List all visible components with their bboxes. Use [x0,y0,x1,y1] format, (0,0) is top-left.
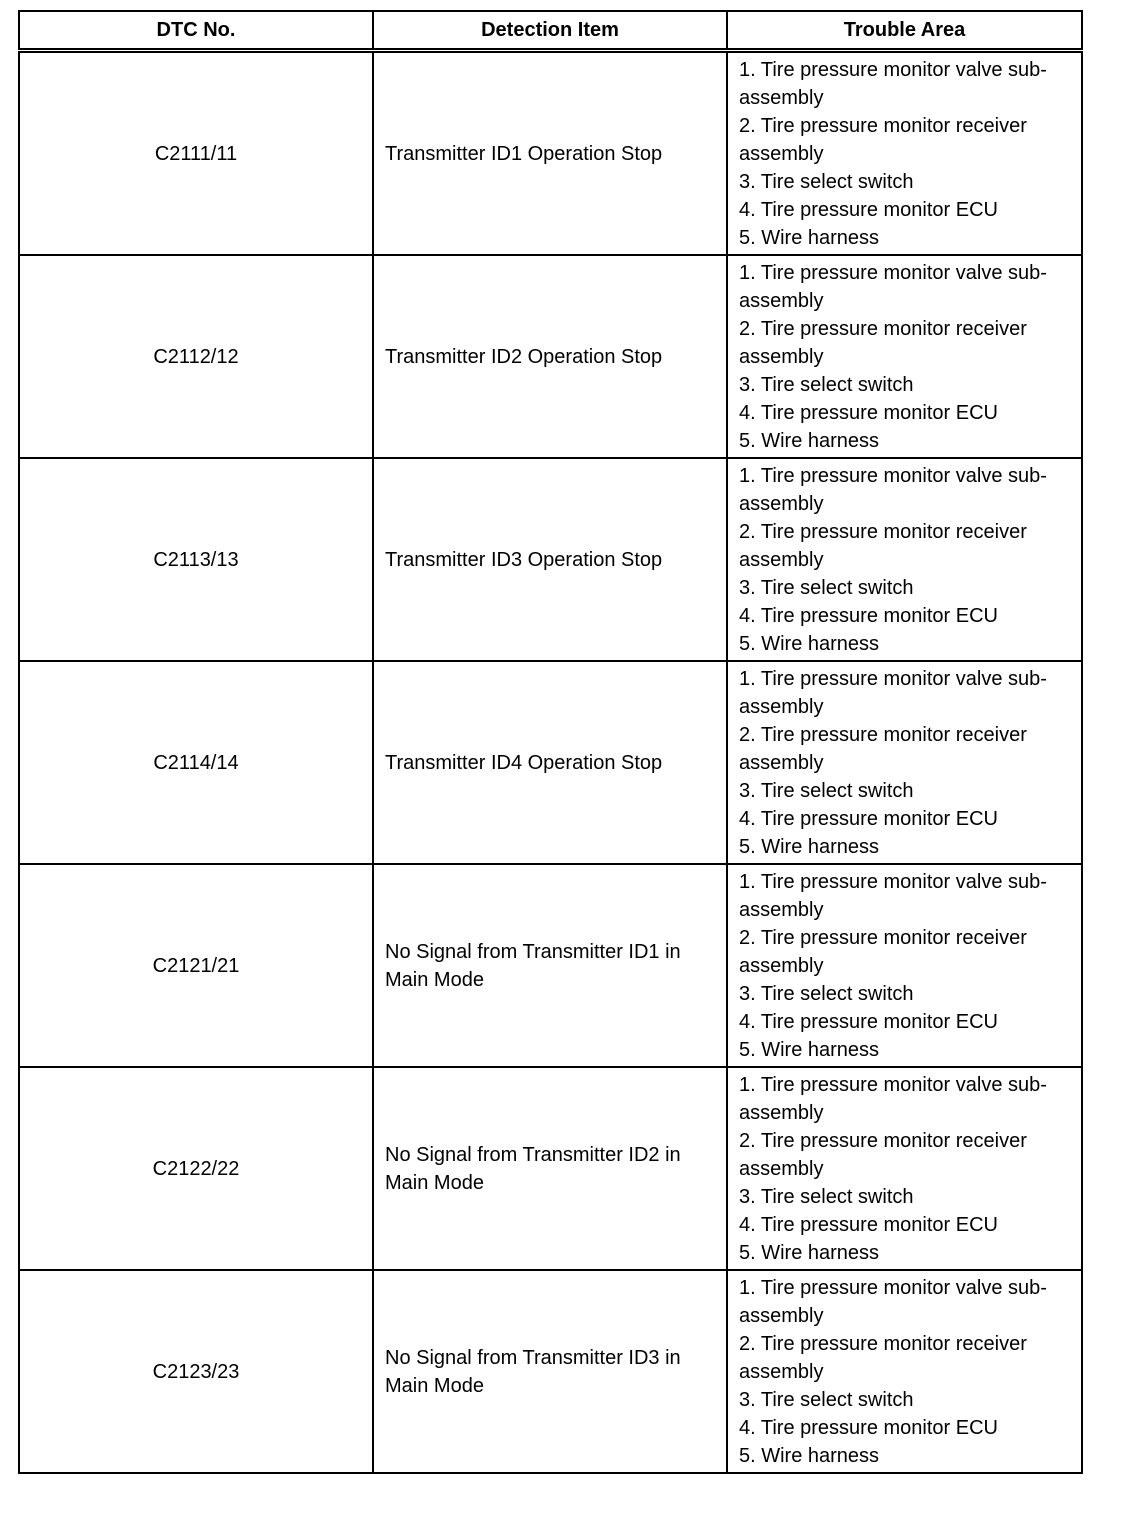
trouble-area-cell [727,458,1082,661]
trouble-area-item: 4. Tire pressure monitor ECU [739,1213,998,1236]
trouble-area-list [739,56,1075,252]
trouble-area-list [739,665,1075,861]
trouble-area-cell [727,51,1082,256]
detection-item-cell: Transmitter ID2 Operation Stop [373,255,727,458]
dtc-code-cell: C2112/12 [19,255,373,458]
trouble-area-item: 4. Tire pressure monitor ECU [739,604,998,627]
table-row [19,1270,1082,1473]
trouble-area-item: 1. Tire pressure monitor valve sub-assembly [739,870,1047,921]
trouble-area-item: 5. Wire harness [739,835,880,858]
trouble-area-item: 3. Tire select switch [739,1185,914,1208]
trouble-area-item: 3. Tire select switch [739,779,914,802]
trouble-area-item: 4. Tire pressure monitor ECU [739,807,998,830]
trouble-area-item: 5. Wire harness [739,429,880,452]
trouble-area-list [739,462,1075,658]
trouble-area-item: 2. Tire pressure monitor receiver assembly [739,1332,1027,1383]
detection-item-cell: Transmitter ID4 Operation Stop [373,661,727,864]
trouble-area-item: 2. Tire pressure monitor receiver assembly [739,723,1027,774]
table-header [19,11,1082,51]
header-detection-item: Detection Item [373,11,727,51]
detection-item-cell: Transmitter ID1 Operation Stop [373,51,727,256]
trouble-area-cell [727,1067,1082,1270]
trouble-area-item: 4. Tire pressure monitor ECU [739,1416,998,1439]
trouble-area-item: 4. Tire pressure monitor ECU [739,401,998,424]
trouble-area-item: 3. Tire select switch [739,982,914,1005]
trouble-area-item: 2. Tire pressure monitor receiver assembly [739,114,1027,165]
trouble-area-item: 4. Tire pressure monitor ECU [739,1010,998,1033]
header-trouble-area: Trouble Area [727,11,1082,51]
trouble-area-item: 2. Tire pressure monitor receiver assembly [739,1129,1027,1180]
trouble-area-item: 2. Tire pressure monitor receiver assembly [739,317,1027,368]
detection-item-cell: Transmitter ID3 Operation Stop [373,458,727,661]
table-row [19,661,1082,864]
trouble-area-cell [727,1270,1082,1473]
trouble-area-item: 2. Tire pressure monitor receiver assembly [739,926,1027,977]
trouble-area-cell [727,864,1082,1067]
detection-item-cell: No Signal from Transmitter ID3 in Main Mode [373,1270,727,1473]
trouble-area-item: 2. Tire pressure monitor receiver assembly [739,520,1027,571]
trouble-area-item: 3. Tire select switch [739,1388,914,1411]
trouble-area-item: 5. Wire harness [739,226,880,249]
table-row [19,51,1082,256]
table-row [19,255,1082,458]
table-row [19,1067,1082,1270]
header-row [19,11,1082,51]
trouble-area-item: 3. Tire select switch [739,373,914,396]
dtc-code-cell: C2121/21 [19,864,373,1067]
trouble-area-item: 1. Tire pressure monitor valve sub-assembly [739,667,1047,718]
dtc-code-cell: C2113/13 [19,458,373,661]
trouble-area-item: 4. Tire pressure monitor ECU [739,198,998,221]
trouble-area-cell [727,661,1082,864]
trouble-area-list [739,868,1075,1064]
trouble-area-item: 1. Tire pressure monitor valve sub-assembly [739,1073,1047,1124]
table-body [19,51,1082,1474]
dtc-code-cell: C2122/22 [19,1067,373,1270]
trouble-area-item: 5. Wire harness [739,1241,880,1264]
dtc-code-cell: C2123/23 [19,1270,373,1473]
trouble-area-list [739,1274,1075,1470]
detection-item-cell: No Signal from Transmitter ID1 in Main Mode [373,864,727,1067]
trouble-area-item: 1. Tire pressure monitor valve sub-assembly [739,261,1047,312]
trouble-area-list [739,259,1075,455]
trouble-area-item: 5. Wire harness [739,1038,880,1061]
trouble-area-item: 3. Tire select switch [739,170,914,193]
dtc-code-cell: C2114/14 [19,661,373,864]
trouble-area-item: 5. Wire harness [739,632,880,655]
dtc-code-cell: C2111/11 [19,51,373,256]
trouble-area-item: 1. Tire pressure monitor valve sub-assembly [739,464,1047,515]
trouble-area-item: 1. Tire pressure monitor valve sub-assembly [739,1276,1047,1327]
dtc-table [18,10,1083,1474]
table-row [19,864,1082,1067]
detection-item-cell: No Signal from Transmitter ID2 in Main Mode [373,1067,727,1270]
trouble-area-cell [727,255,1082,458]
trouble-area-list [739,1071,1075,1267]
trouble-area-item: 1. Tire pressure monitor valve sub-assembly [739,58,1047,109]
trouble-area-item: 3. Tire select switch [739,576,914,599]
table-row [19,458,1082,661]
trouble-area-item: 5. Wire harness [739,1444,880,1467]
header-dtc-no: DTC No. [19,11,373,51]
